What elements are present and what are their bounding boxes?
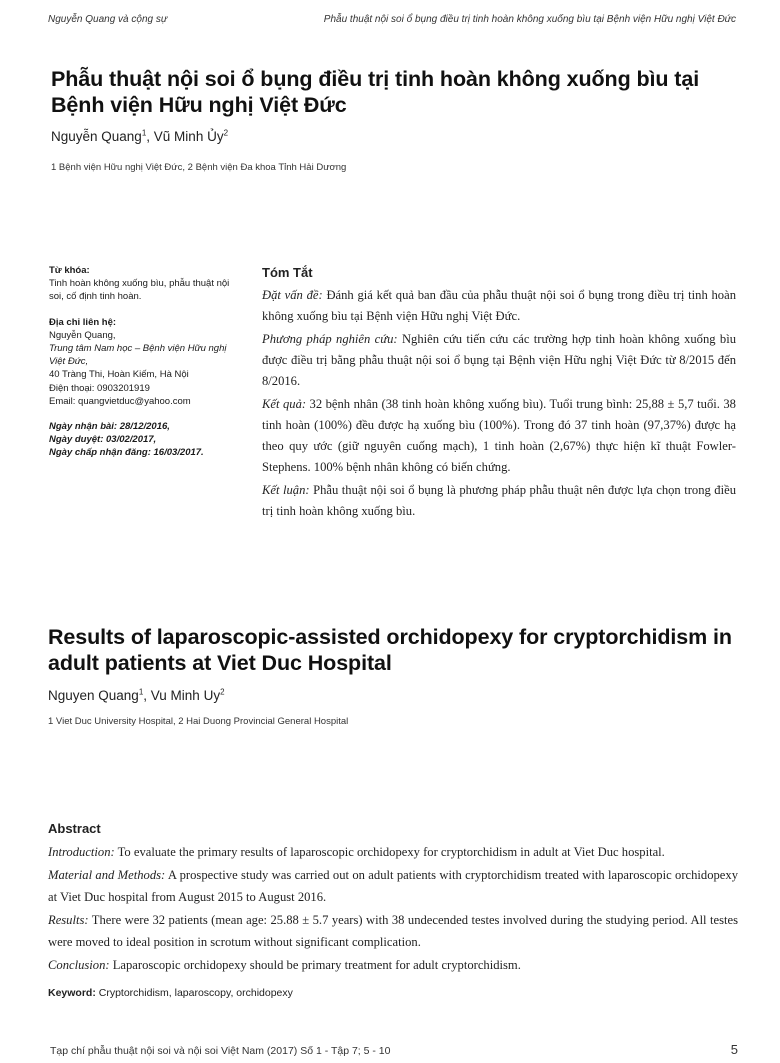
english-affiliations: 1 Viet Duc University Hospital, 2 Hai Duong Provincial General Hospital	[48, 716, 349, 727]
vi-introduction-paragraph	[262, 285, 736, 327]
en-keyword-label: Keyword:	[48, 986, 96, 999]
contact-email: Email: quangvietduc@yahoo.com	[49, 395, 191, 407]
en-author-1: Nguyen Quang	[48, 688, 139, 703]
vi-results-label: Kết quả:	[262, 397, 307, 411]
en-methods-paragraph	[48, 865, 738, 908]
en-keywords-text: Cryptorchidism, laparoscopy, orchidopexy	[95, 986, 293, 999]
vietnamese-affiliations: 1 Bệnh viện Hữu nghị Việt Đức, 2 Bệnh viện Đa khoa Tỉnh Hải Dương	[51, 162, 347, 173]
reviewed-date: Ngày duyệt: 03/02/2017,	[49, 434, 157, 446]
en-introduction-label: Introduction:	[48, 844, 115, 859]
en-methods-text: A prospective study was carried out on adult patients with cryptorchidism treated with laparoscopic orchidopexy at Viet Duc hospital from August 2015 to August 2016.	[48, 868, 738, 904]
keywords-block	[49, 264, 239, 304]
vi-introduction-label: Đặt vấn đề:	[262, 288, 323, 302]
contact-label: Địa chỉ liên hệ:	[49, 316, 117, 328]
keywords-label: Từ khóa:	[49, 265, 90, 276]
en-results-paragraph	[48, 910, 738, 953]
vi-methods-paragraph	[262, 329, 736, 392]
accepted-date: Ngày chấp nhận đăng: 16/03/2017.	[49, 447, 204, 459]
keywords-text: Tinh hoàn không xuống bìu, phẫu thuật nội soi, cố định tinh hoàn.	[49, 278, 230, 303]
en-conclusion-text: Laparoscopic orchidopexy should be primary treatment for adult cryptorchidism.	[109, 958, 521, 972]
english-title: Results of laparoscopic-assisted orchidopexy for cryptorchidism in adult patients at Viet Duc Hospital	[48, 625, 732, 675]
en-conclusion-paragraph	[48, 955, 738, 977]
vi-introduction-text: Đánh giá kết quả ban đầu của phẫu thuật nội soi ổ bụng trong điều trị tinh hoàn không xuống bìu tại Bệnh viện Hữu nghị Việt Đức.	[262, 288, 736, 323]
vietnamese-abstract-heading: Tóm Tắt	[262, 265, 313, 280]
vi-conclusion-text: Phẫu thuật nội soi ổ bụng là phương pháp phẫu thuật nên được lựa chọn trong điều trị tinh hoàn không xuống bìu.	[262, 483, 736, 518]
en-results-text: There were 32 patients (mean age: 25.88 ± 5.7 years) with 38 undecended testes involved during the studying period. All testes were moved to ideal position in scrotum without significant complication.	[48, 913, 738, 949]
contact-block	[49, 316, 239, 408]
contact-name: Nguyễn Quang,	[49, 329, 116, 341]
vi-results-paragraph	[262, 394, 736, 478]
dates-block	[49, 420, 239, 460]
author-2: Vũ Minh Ủy	[153, 129, 224, 144]
vi-conclusion-paragraph	[262, 480, 736, 522]
received-date: Ngày nhận bài: 28/12/2016,	[49, 421, 170, 433]
page-number: 5	[730, 1042, 738, 1057]
vi-results-text: 32 bệnh nhân (38 tinh hoàn không xuống bìu). Tuổi trung bình: 25,88 ± 5,7 tuổi. 38 tinh hoàn (100%) đều được hạ xuống bìu (100%). Trong đó 37 tinh hoàn (97,37%) được hạ theo quy ước (giữ nguyên cuống mạch), 1 tinh hoàn (2,67%) thực hiện kĩ thuật Fowler-Stephens. 100% bệnh nhân không có biến chứng.	[262, 397, 736, 474]
running-header-authors: Nguyễn Quang và cộng sự	[48, 14, 168, 25]
contact-phone: Điện thoại: 0903201919	[49, 382, 150, 394]
contact-organization: Trung tâm Nam học – Bệnh viện Hữu nghị Việt Đức,	[49, 343, 227, 368]
vi-conclusion-label: Kết luận:	[262, 483, 310, 497]
en-results-label: Results:	[48, 913, 89, 927]
en-conclusion-label: Conclusion:	[48, 958, 110, 972]
vi-methods-text: Nghiên cứu tiến cứu các trường hợp tinh hoàn không xuống bìu được điều trị bằng phẫu thuật nội soi ổ bụng tại Bệnh viện Hữu nghị Việt Đức từ 8/2015 đến 8/2016.	[262, 332, 736, 388]
vietnamese-title: Phẫu thuật nội soi ổ bụng điều trị tinh hoàn không xuống bìu tại Bệnh viện Hữu nghị Việt Đức	[51, 67, 700, 117]
english-authors: Nguyen Quang$^1$, Vu Minh Uy$^2$	[48, 687, 225, 703]
english-abstract-heading: Abstract	[48, 821, 101, 836]
article-info-sidebar	[49, 264, 239, 472]
english-abstract	[48, 818, 738, 1006]
vi-methods-label: Phương pháp nghiên cứu:	[262, 332, 398, 346]
contact-address: 40 Tràng Thi, Hoàn Kiếm, Hà Nội	[49, 369, 189, 381]
running-header-title: Phẫu thuật nội soi ổ bụng điều trị tinh hoàn không xuống bìu tại Bệnh viện Hữu nghị Việt Đức	[323, 14, 736, 25]
vietnamese-abstract	[262, 262, 736, 524]
en-author-2: Vu Minh Uy	[150, 688, 221, 703]
en-introduction-paragraph	[48, 842, 738, 864]
author-1: Nguyễn Quang	[51, 129, 142, 144]
journal-citation: Tạp chí phẫu thuật nội soi và nội soi Việt Nam (2017) Số 1 - Tập 7; 5 - 10	[50, 1045, 391, 1057]
vietnamese-authors: Nguyễn Quang$^1$, Vũ Minh Ủy$^2$	[51, 128, 229, 144]
en-introduction-text: To evaluate the primary results of laparoscopic orchidopexy for cryptorchidism in adult at Viet Duc hospital.	[114, 844, 665, 859]
en-methods-label: Material and Methods:	[48, 868, 166, 882]
en-keywords-line	[48, 983, 738, 1005]
